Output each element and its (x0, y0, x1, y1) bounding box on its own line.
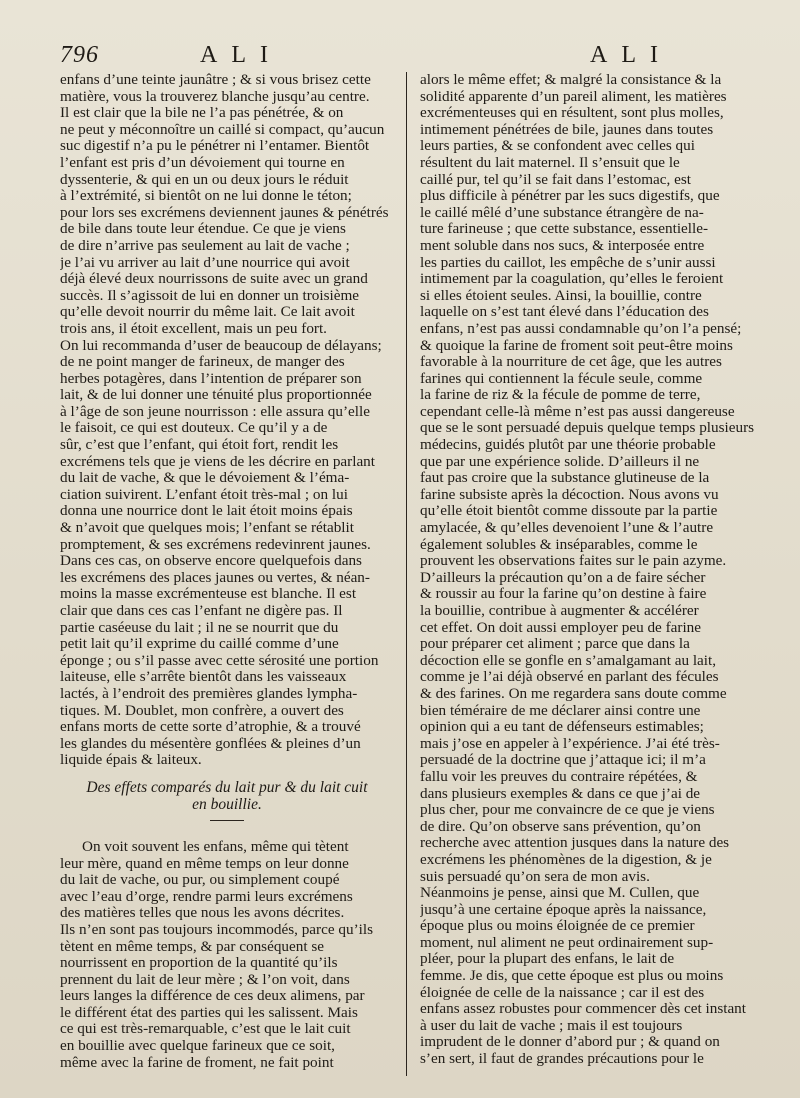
text-line: sûr, c’est que l’enfant, qui étoit fort, rendit les (60, 437, 339, 454)
text-line: médecins, guidés plutôt par une théorie probable (420, 437, 716, 454)
text-line: l’enfant est pris d’un dévoiement qui tourne en (60, 154, 345, 171)
text-line: de dire. Qu’on observe sans prévention, qu’on (420, 818, 701, 835)
text-line: lait, & de lui donner une ténuité plus proportionnée (60, 387, 372, 404)
text-line: dyssenterie, & qui en un ou deux jours le réduit (60, 171, 349, 188)
text-line: moins la masse excrémenteuse est blanche. Il est (60, 586, 357, 603)
text-line: à user du lait de vache ; mais il est toujours (420, 1017, 683, 1034)
text-line: de bile dans toute leur étendue. Ce que je viens (60, 221, 346, 238)
column-divider (406, 72, 407, 1076)
text-line: excrémens tels que je viens de les décrire en parlant (60, 453, 375, 470)
text-line: tiques. M. Doublet, mon confrère, a ouvert des (60, 702, 344, 719)
text-line: cependant celle-là même n’est pas aussi dangereuse (420, 403, 735, 420)
text-line: & n’avoit que quelques mois; l’enfant se rétablit (60, 520, 354, 537)
text-line: pour préparer cet aliment ; parce que dans la (420, 636, 690, 653)
text-line: dans plusieurs exemples & dans ce que j’ai de (420, 785, 701, 802)
text-line: que se le sont persuadé depuis quelque temps plusieurs (420, 420, 755, 437)
text-line: trois ans, il étoit excellent, mais un peu fort. (60, 320, 327, 337)
text-line: opinion qui a eu tant de défenseurs estimables; (420, 719, 704, 736)
text-line: leur mère, quand en même temps on leur donne (60, 855, 349, 872)
text-line: amylacée, & qu’elles devenoient l’une & l’autre (420, 520, 714, 537)
text-line: comme je l’ai déjà observé en parlant des fécules (420, 669, 719, 686)
text-line: ne peut y méconnoître un caillé si compact, qu’aucun (60, 121, 385, 138)
text-line: les excrémens des places jaunes ou vertes, & néan- (60, 569, 370, 586)
text-line: pour lors ses excrémens deviennent jaunes & pénétrés (60, 204, 389, 221)
text-line: recherche avec attention jusques dans la nature des (420, 835, 730, 852)
text-line: mais j’ose en appeler à l’expérience. J’ai été très- (420, 735, 720, 752)
text-line: le caillé mêlé d’une substance étrangère de na- (420, 204, 704, 221)
text-line: Ils n’en sont pas toujours incommodés, parce qu’ils (60, 921, 373, 938)
text-line: ce qui est très-remarquable, c’est que le lait cuit (60, 1021, 351, 1038)
text-line: suis persuadé qu’on sera de mon avis. (420, 868, 650, 885)
text-line: prouvent les observations faites sur le pain azyme. (420, 553, 727, 570)
text-line: suc digestif n’a pu le pénétrer ni l’entamer. Bientôt (60, 138, 370, 155)
text-line: à l’extrémité, si bientôt on ne lui donne le téton; (60, 188, 352, 205)
text-line: enfans assez robustes pour commencer dès cet instant (420, 1001, 746, 1018)
text-line: éloignée de celle de la naissance ; car il est des (420, 984, 705, 1001)
text-line: Il est clair que la bile ne l’a pas pénétrée, & on (60, 105, 344, 122)
text-line: donna une nourrice dont le lait étoit moins épais (60, 503, 353, 520)
text-line: qu’elle devoit nourrir du même lait. Ce lait avoit (60, 304, 355, 321)
section-heading-line-2: en bouillie. (192, 795, 262, 813)
left-column (60, 72, 394, 1076)
text-line: caillé pur, tel qu’il se fait dans l’estomac, est (420, 171, 691, 188)
text-line: persuadé de la doctrine que j’attaque ici; il m’a (420, 752, 706, 769)
text-line: leurs langes la différence de ces deux alimens, par (60, 988, 365, 1005)
text-line: & des farines. On me regardera sans doute comme (420, 685, 727, 702)
text-line: du lait de vache, ou pur, ou simplement coupé (60, 872, 340, 889)
text-line: tètent en même temps, & par conséquent se (60, 938, 325, 955)
text-line: ment soluble dans nos sucs, & interposée entre (420, 237, 705, 254)
text-line: succès. Il s’agissoit de lui en donner un troisième (60, 287, 360, 304)
section-heading-line-1: Des effets comparés du lait pur & du lait cuit (86, 778, 368, 796)
text-line: cet effet. On doit aussi employer peu de farine (420, 619, 702, 636)
text-line: petit lait qu’il exprime du caillé comme d’une (60, 636, 339, 653)
text-line: lactés, à l’endroit des premières glandes lympha- (60, 685, 358, 702)
text-line: femme. Je dis, que cette époque est plus ou moins (420, 968, 724, 985)
text-line: On lui recommanda d’user de beaucoup de délayans; (60, 337, 382, 354)
text-line: à l’âge de son jeune nourrisson : elle assura qu’elle (60, 403, 370, 420)
text-line: solidité apparente d’un pareil aliment, les matières (420, 88, 727, 105)
text-line: même avec la farine de froment, ne fait point (60, 1054, 334, 1071)
text-line: clair que dans ces cas l’enfant ne digère pas. Il (60, 603, 343, 619)
text-line: plus difficile à pénétrer par les sucs digestifs, que (420, 188, 720, 205)
text-line: favorable à la nourriture de cet âge, que les autres (420, 354, 722, 371)
text-line: déjà élevé deux nourrissons de suite avec un grand (60, 271, 368, 288)
left-column-section-body (60, 839, 394, 1071)
text-line: également solubles & inséparables, comme le (420, 536, 698, 553)
text-line: décoction elle se gonfle en s’amalgamant au lait, (420, 652, 717, 669)
text-line: enfans, n’est pas aussi condamnable qu’on l’a pensé; (420, 320, 742, 337)
text-line: nourrissent en proportion de la quantité qu’ils (60, 955, 338, 972)
text-line: pléer, pour la plupart des enfans, le lait de (420, 951, 675, 968)
text-line: Dans ces cas, on observe encore quelquefois dans (60, 553, 362, 570)
text-line: de dire n’arrive pas seulement au lait de vache ; (60, 237, 350, 254)
text-line: alors le même effet; & malgré la consistance & la (420, 72, 722, 88)
text-line: moment, nul aliment ne peut ordinairement sup- (420, 934, 714, 951)
text-line: en bouillie avec quelque farineux que ce soit, (60, 1038, 335, 1055)
text-line: ciation suivirent. L’enfant étoit très-mal ; on lui (60, 486, 348, 503)
text-line: D’ailleurs la précaution qu’on a de faire sécher (420, 569, 706, 586)
text-line: de ne point manger de farineux, de manger des (60, 354, 345, 371)
text-line: promptement, & ses excrémens redevinrent jaunes. (60, 536, 371, 553)
text-line: les glandes du mésentère gonflées & pleines d’un (60, 735, 361, 752)
text-line: bien téméraire de me déclarer ainsi contre une (420, 702, 701, 719)
text-line: laiteuse, elle s’arrête bientôt dans les vaisseaux (60, 669, 347, 686)
text-line: si elles étoient seules. Ainsi, la bouillie, contre (420, 287, 702, 304)
text-line: matière, vous la trouverez blanche jusqu’au centre. (60, 88, 370, 105)
text-line: herbes potagères, dans l’intention de préparer son (60, 370, 362, 387)
text-line: farine subsiste après la décoction. Nous avons vu (420, 486, 719, 503)
text-line: & roussir au four la farine qu’on destine à faire (420, 586, 707, 603)
text-line: la bouillie, contribue à augmenter & accélérer (420, 603, 699, 619)
text-line: résultent du lait maternel. Il s’ensuit que le (420, 154, 680, 171)
text-line: enfans morts de cette sorte d’atrophie, & a trouvé (60, 719, 361, 736)
text-line: prennent du lait de leur mère ; & l’on voit, dans (60, 971, 350, 988)
running-head (60, 40, 760, 76)
text-line: laquelle on s’est tant élevé dans l’éducation des (420, 304, 709, 321)
text-line: imprudent de le donner d’abord pur ; & quand on (420, 1034, 720, 1051)
text-line: & quoique la farine de froment soit peut-être moins (420, 337, 733, 354)
running-head-left-word: ALI (200, 42, 282, 68)
text-line: intimement par la coagulation, qu’elles le feroient (420, 271, 724, 288)
right-column-body (420, 72, 756, 1068)
text-line: partie caséeuse du lait ; il ne se nourrit que du (60, 619, 339, 636)
text-line: jusqu’à une certaine époque après la naissance, (420, 901, 707, 918)
page-number: 796 (60, 42, 99, 68)
text-line: que par une expérience solide. D’ailleurs il ne (420, 453, 700, 470)
text-line: faut pas croire que la substance glutineuse de la (420, 470, 710, 487)
text-line: du lait de vache, & que le dévoiement & l’éma- (60, 470, 350, 487)
right-column (420, 72, 756, 1076)
text-line: le différent état des parties qui les salissent. Mais (60, 1004, 358, 1021)
text-line: le faisoit, ce qui est douteux. Ce qu’il y a de (60, 420, 328, 437)
left-column-body (60, 72, 394, 769)
text-line: qu’elle étoit bientôt comme dissoute par la partie (420, 503, 718, 520)
text-line: je l’ai vu arriver au lait d’une nourrice qui avoit (60, 254, 350, 271)
section-heading-rule (210, 820, 244, 821)
text-line: enfans d’une teinte jaunâtre ; & si vous brisez cette (60, 72, 371, 88)
text-line: farines qui contiennent la fécule seule, comme (420, 370, 703, 387)
text-line: leurs parties, & se confondent avec celles qui (420, 138, 695, 155)
text-line: excrémens les phénomènes de la digestion, & je (420, 851, 712, 868)
text-line: les parties du caillot, les empêche de s’unir aussi (420, 254, 716, 271)
running-head-right-word: ALI (590, 42, 672, 68)
text-line: excrémenteuses qui en résultent, sont plus molles, (420, 105, 724, 122)
text-line: intimement pénétrées de bile, jaunes dans toutes (420, 121, 714, 138)
text-line: fallu voir les preuves du contraire répétées, & (420, 768, 698, 785)
text-line: plus cher, pour me convaincre de ce que je viens (420, 802, 715, 819)
text-line: liquide épais & laiteux. (60, 752, 202, 769)
text-line: la farine de riz & la fécule de pomme de terre, (420, 387, 701, 404)
text-line: éponge ; ou s’il passe avec cette sérosité une portion (60, 652, 379, 669)
text-line: On voit souvent les enfans, même qui tètent (82, 838, 349, 855)
text-line: des matières telles que nous les avons décrites. (60, 905, 345, 922)
text-line: ture farineuse ; que cette substance, essentielle- (420, 221, 709, 238)
text-line: s’en sert, il faut de grandes précautions pour le (420, 1051, 704, 1068)
text-line: époque plus ou moins éloignée de ce premier (420, 918, 695, 935)
text-line: avec l’eau d’orge, rendre parmi leurs excrémens (60, 888, 353, 905)
text-line: Néanmoins je pense, ainsi que M. Cullen, que (420, 885, 700, 902)
